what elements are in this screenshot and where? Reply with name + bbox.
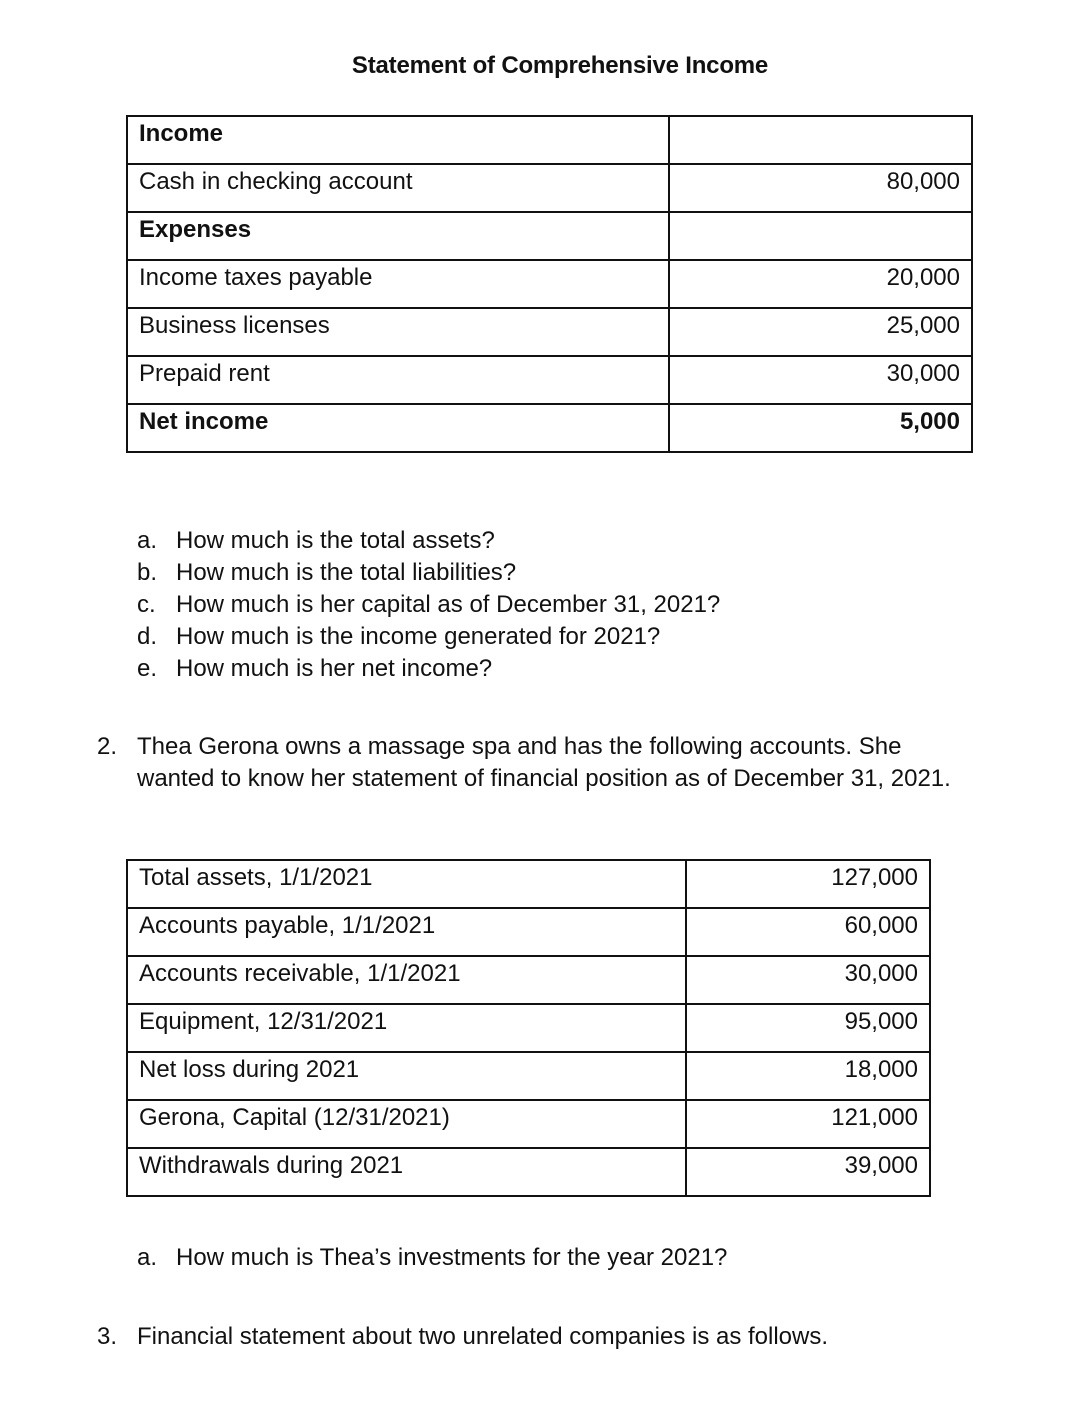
row-label: Expenses xyxy=(127,212,669,260)
question-item xyxy=(137,621,720,653)
question-marker: a. xyxy=(137,1244,158,1271)
row-label: Net loss during 2021 xyxy=(127,1052,686,1100)
row-label: Cash in checking account xyxy=(127,164,669,212)
row-amount: 127,000 xyxy=(686,860,930,908)
row-amount: 80,000 xyxy=(669,164,972,212)
table-row-income-header xyxy=(127,116,972,164)
question-item xyxy=(137,557,720,589)
question-item xyxy=(137,1242,727,1274)
table-row xyxy=(127,1148,930,1196)
problem1-question-list xyxy=(137,525,720,685)
question-text: How much is her net income? xyxy=(176,655,493,682)
row-label: Prepaid rent xyxy=(127,356,669,404)
accounts-table xyxy=(126,859,931,1197)
row-label: Business licenses xyxy=(127,308,669,356)
row-amount xyxy=(669,116,972,164)
row-amount: 60,000 xyxy=(686,908,930,956)
row-amount xyxy=(669,212,972,260)
question-text: How much is the total assets? xyxy=(176,527,495,554)
table-row xyxy=(127,860,930,908)
problem2-question-list xyxy=(137,1242,727,1274)
question-item xyxy=(137,653,720,685)
question-marker: d. xyxy=(137,623,158,650)
problem-text: Thea Gerona owns a massage spa and has the following accounts. She wanted to know her statement of financial position as of December 31, 2021. xyxy=(137,733,951,792)
question-marker: e. xyxy=(137,655,158,682)
row-label: Income taxes payable xyxy=(127,260,669,308)
table-row xyxy=(127,260,972,308)
row-amount: 121,000 xyxy=(686,1100,930,1148)
row-label: Total assets, 1/1/2021 xyxy=(127,860,686,908)
table-row xyxy=(127,1100,930,1148)
row-amount: 30,000 xyxy=(669,356,972,404)
question-text: How much is her capital as of December 31, 2021? xyxy=(176,591,721,618)
table-row xyxy=(127,956,930,1004)
row-label: Net income xyxy=(127,404,669,452)
table-row-net-income xyxy=(127,404,972,452)
table-row xyxy=(127,356,972,404)
row-amount: 95,000 xyxy=(686,1004,930,1052)
table-row xyxy=(127,164,972,212)
table-row xyxy=(127,908,930,956)
table-row xyxy=(127,308,972,356)
question-marker: b. xyxy=(137,559,158,586)
row-amount: 5,000 xyxy=(669,404,972,452)
problem-number: 3. xyxy=(97,1323,118,1350)
row-amount: 25,000 xyxy=(669,308,972,356)
row-amount: 30,000 xyxy=(686,956,930,1004)
row-label: Income xyxy=(127,116,669,164)
question-text: How much is the income generated for 2021? xyxy=(176,623,661,650)
table-row xyxy=(127,1004,930,1052)
question-text: How much is Thea’s investments for the year 2021? xyxy=(176,1244,728,1271)
row-label: Accounts payable, 1/1/2021 xyxy=(127,908,686,956)
problem-number: 2. xyxy=(97,733,118,760)
row-label: Equipment, 12/31/2021 xyxy=(127,1004,686,1052)
row-label: Accounts receivable, 1/1/2021 xyxy=(127,956,686,1004)
problem-text: Financial statement about two unrelated companies is as follows. xyxy=(137,1323,829,1350)
table-row-expenses-header xyxy=(127,212,972,260)
row-amount: 18,000 xyxy=(686,1052,930,1100)
question-marker: a. xyxy=(137,527,158,554)
row-amount: 39,000 xyxy=(686,1148,930,1196)
question-marker: c. xyxy=(137,591,156,618)
row-amount: 20,000 xyxy=(669,260,972,308)
row-label: Gerona, Capital (12/31/2021) xyxy=(127,1100,686,1148)
row-label: Withdrawals during 2021 xyxy=(127,1148,686,1196)
question-item xyxy=(137,589,720,621)
table-row xyxy=(127,1052,930,1100)
problem3-statement xyxy=(97,1321,967,1353)
question-item xyxy=(137,525,720,557)
problem2-statement xyxy=(97,731,967,795)
income-statement-table xyxy=(126,115,973,453)
question-text: How much is the total liabilities? xyxy=(176,559,517,586)
page-title: Statement of Comprehensive Income xyxy=(351,52,769,79)
